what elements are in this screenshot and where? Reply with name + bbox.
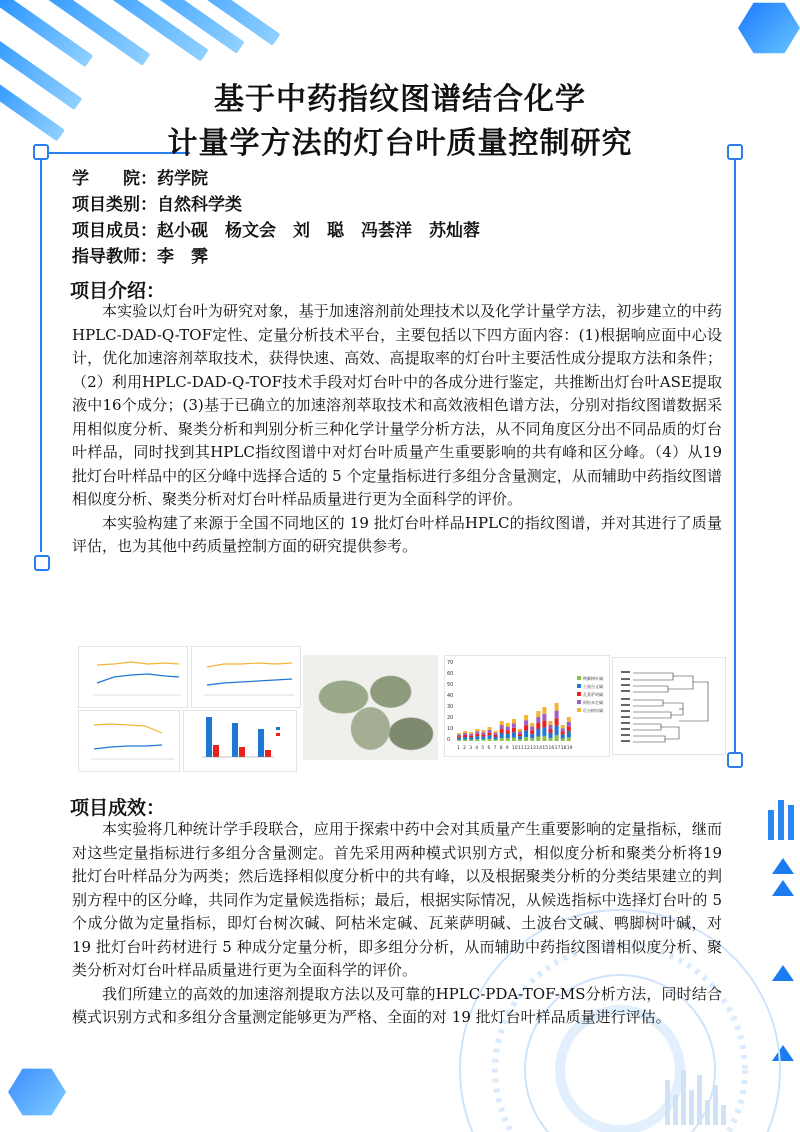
bar-segment [457,733,461,735]
bar-segment [463,733,467,735]
triangle-decoration [772,858,794,874]
bar-segment [567,727,571,732]
bar-segment [475,734,479,736]
bar-segment [561,725,565,728]
hexagon-decoration [8,1066,66,1118]
bar-segment [506,727,510,731]
meta-label: 项目成员： [72,221,157,241]
x-tick-label: 11 [518,746,524,751]
bar-segment [488,727,492,730]
meta-row [72,166,480,192]
bar-segment [536,737,540,742]
intro-heading: 项目介绍： [70,280,166,302]
bar-segment [524,720,528,725]
bar-segment [518,734,522,736]
bar-segment [506,730,510,734]
bar-segment [457,738,461,740]
bar-segment [555,726,559,736]
x-tick-label: 10 [511,746,518,751]
meta-row [72,244,480,270]
bar-segment [488,735,492,739]
side-bar-decoration [778,800,784,840]
legend-label: 瓦莱萨明碱 [583,692,603,697]
bar-segment [494,737,498,740]
stacked-bar-chart [444,655,610,757]
frame-line-right [734,150,736,760]
bar-segment [512,723,516,727]
bar-segment [512,719,516,723]
bar-segment [555,718,559,726]
y-tick-label: 60 [447,671,454,677]
bar-segment [457,736,461,738]
legend-label: 灯台树次碱 [583,708,603,713]
x-tick-label: 14 [536,746,543,751]
hexagon-decoration [738,0,800,56]
bar-segment [463,731,467,733]
bar-segment [542,714,546,721]
bar-segment [481,730,485,732]
meta-value: 李 霁 [157,247,208,267]
x-tick-label: 13 [530,746,536,751]
bar-segment [500,725,504,729]
bar-segment [567,722,571,727]
side-bar-decoration [788,805,794,840]
frame-corner [34,555,50,571]
x-tick-label: 1 [457,746,460,751]
results-paragraph: 本实验将几种统计学手段联合，应用于探索中药中会对其质量产生重要影响的定量指标，继而对这些定量指标进行多组分含量测定。首先采用两种模式识别方式，相似度分析和聚类分析将19 批灯台叶样品分为两类；然后选择相似度分析中的共有峰，以及根据聚类分析的分类结果建立的判别方程中的区分峰，共同作为定量候选指标；最后，根据实际情况，从候选指标中选择灯台叶的 5 个成分做为定量指标，即灯台树次碱、阿枯米定碱、瓦莱萨明碱、土波台文碱、鸭脚树叶碱，对 19 批灯台叶药材进行 5 种成分定量分析，即多组分分析，从而辅助中药指纹图谱相似度分析、聚类分析对灯台叶样品质量进行更为全面科学的评价。 [72,820,722,979]
y-tick-label: 50 [447,682,454,688]
bar-segment [524,737,528,741]
results-text [72,818,722,1030]
bar-segment [494,731,498,733]
bar-segment [481,737,485,740]
x-tick-label: 7 [493,746,497,751]
meta-row [72,218,480,244]
bar-segment [518,736,522,739]
bar-segment [475,729,479,731]
bar-segment [500,733,504,738]
meta-block [72,166,480,270]
bar-segment [530,734,534,739]
bar-segment [542,707,546,714]
bar-segment [512,732,516,738]
y-tick-label: 40 [447,693,454,699]
frame-line-left [40,152,42,552]
bar-segment [500,738,504,741]
bar-segment [512,738,516,741]
bar-segment [494,733,498,735]
x-tick-label: 12 [524,746,530,751]
bar-segment [524,715,528,720]
meta-value: 药学院 [157,169,208,189]
bar-segment [549,733,553,738]
bar-segment [494,735,498,737]
bar-segment [506,723,510,727]
bar-segment [481,732,485,734]
bar-segment [518,739,522,741]
legend-swatch [577,692,581,696]
bar-segment [488,730,492,733]
bar-segment [530,723,534,727]
x-tick-label: 15 [542,746,549,751]
bar-segment [457,740,461,741]
results-paragraph: 我们所建立的高效的加速溶剂提取方法以及可靠的HPLC-PDA-TOF-MS分析方法，同时结合模式识别方式和多组分含量测定能够更为严格、全面的对 19 批灯台叶样品质量进行评估。 [72,984,722,1026]
meta-row [72,192,480,218]
bar-segment [555,735,559,741]
bar-segment [463,740,467,742]
x-tick-label: 5 [481,746,485,751]
y-tick-label: 30 [447,704,454,710]
bar-segment [549,725,553,729]
bar-segment [469,734,473,736]
frame-corner [727,752,743,768]
y-tick-label: 0 [447,737,451,743]
x-tick-label: 19 [566,746,573,751]
x-tick-label: 2 [463,746,466,751]
bar-segment [567,731,571,737]
bar-segment [475,739,479,741]
bar-segment [561,735,565,739]
bar-segment [530,730,534,734]
bar-segment [542,721,546,728]
bar-segment [524,725,528,730]
x-tick-label: 17 [554,746,561,751]
bar-segment [567,737,571,741]
bar-segment [500,721,504,725]
bar-segment [542,727,546,736]
bar-segment [506,734,510,739]
bar-segment [536,723,540,729]
bar-segment [463,735,467,737]
legend-swatch [577,700,581,704]
bar-segment [481,734,485,736]
bar-segment [530,727,534,731]
meta-label: 指导教师： [72,247,157,267]
intro-paragraph: 本实验构建了来源于全国不同地区的 19 批灯台叶样品HPLC的指纹图谱，并对其进行了质量评估，也为其他中药质量控制方面的研究提供参考。 [72,513,722,555]
bar-segment [536,711,540,717]
intro-text [72,300,722,559]
bar-segment [549,729,553,733]
bar-segment [561,731,565,734]
bar-segment [561,728,565,731]
bar-segment [475,736,479,739]
bar-segment [536,729,540,737]
bar-segment [518,729,522,731]
poster-title-line1: 基于中药指纹图谱结合化学 [214,82,586,117]
bar-segment [469,736,473,738]
line-chart-figure [191,646,301,708]
meta-label: 项目类别： [72,195,157,215]
bar-segment [524,731,528,738]
bar-segment [530,738,534,741]
side-bar-decoration [768,810,774,840]
bar-segment [555,703,559,711]
legend-label: 阿枯米定碱 [583,700,603,705]
meta-value: 自然科学类 [157,195,242,215]
legend-label: 土波台文碱 [583,684,603,689]
intro-paragraph: 本实验以灯台叶为研究对象，基于加速溶剂前处理技术以及化学计量学方法，初步建立的中药HPLC-DAD-Q-TOF定性、定量分析技术平台，主要包括以下四方面内容：(1)根据响应面中心设计，优化加速溶剂萃取技术，获得快速、高效、高提取率的灯台叶主要活性成分提取方法和条件；（2）利用HPLC-DAD-Q-TOF技术手段对灯台叶中的各成分进行鉴定，共推断出灯台叶ASE提取液中16个成分；(3)基于已确立的加速溶剂萃取技术和高效液相色谱方法，分别对指纹图谱数据采用相似度分析、聚类分析和判别分析三种化学计量学分析方法，从不同角度区分出不同品质的灯台叶样品，同时找到其HPLC指纹图谱中对灯台叶质量产生重要影响的共有峰和区分峰。（4）从19 批灯台叶样品中的区分峰中选择合适的 5 个定量指标进行多组分含量测定，从而辅助中药指纹图谱相似度分析、聚类分析对灯台叶样品质量进行更为全面科学的评价。 [72,302,722,508]
bar-segment [469,737,473,739]
bar-segment [536,717,540,723]
x-tick-label: 9 [505,746,509,751]
bar-segment [561,739,565,741]
bar-segment [567,717,571,722]
x-tick-label: 18 [560,746,567,751]
line-chart-figure [78,646,188,708]
leaf-sample-photo [303,655,438,760]
line-chart-figure [78,710,180,772]
legend-label: 鸭脚树叶碱 [583,676,603,681]
bar-segment [500,729,504,733]
bar-segment [506,738,510,741]
bar-segment [488,739,492,741]
bar-chart-figure [183,710,297,772]
bar-segment [549,721,553,725]
results-heading: 项目成效： [70,797,166,819]
bar-segment [463,737,467,740]
x-tick-label: 16 [548,746,555,751]
y-tick-label: 20 [447,715,454,721]
legend-swatch [577,708,581,712]
y-tick-label: 70 [447,660,454,666]
x-tick-label: 6 [487,746,491,751]
bar-segment [555,711,559,719]
meta-label: 学 院： [72,169,157,189]
legend-swatch [577,676,581,680]
dendrogram-figure [612,657,726,755]
bar-segment [481,739,485,741]
bar-segment [518,731,522,733]
x-tick-label: 8 [499,746,503,751]
bar-segment [469,732,473,734]
bar-segment [469,740,473,741]
legend-swatch [577,684,581,688]
x-tick-label: 4 [475,746,479,751]
bar-segment [475,731,479,733]
bar-segment [488,733,492,736]
y-tick-label: 10 [447,726,454,732]
bar-segment [457,735,461,737]
bar-segment [494,740,498,742]
x-tick-label: 3 [469,746,473,751]
meta-value: 赵小砚 杨文会 刘 聪 冯荟洋 苏灿蓉 [157,221,480,241]
bar-segment [549,738,553,741]
bar-segment [512,728,516,732]
bar-segment [542,736,546,741]
poster-title-line2: 计量学方法的灯台叶质量控制研究 [167,126,633,161]
